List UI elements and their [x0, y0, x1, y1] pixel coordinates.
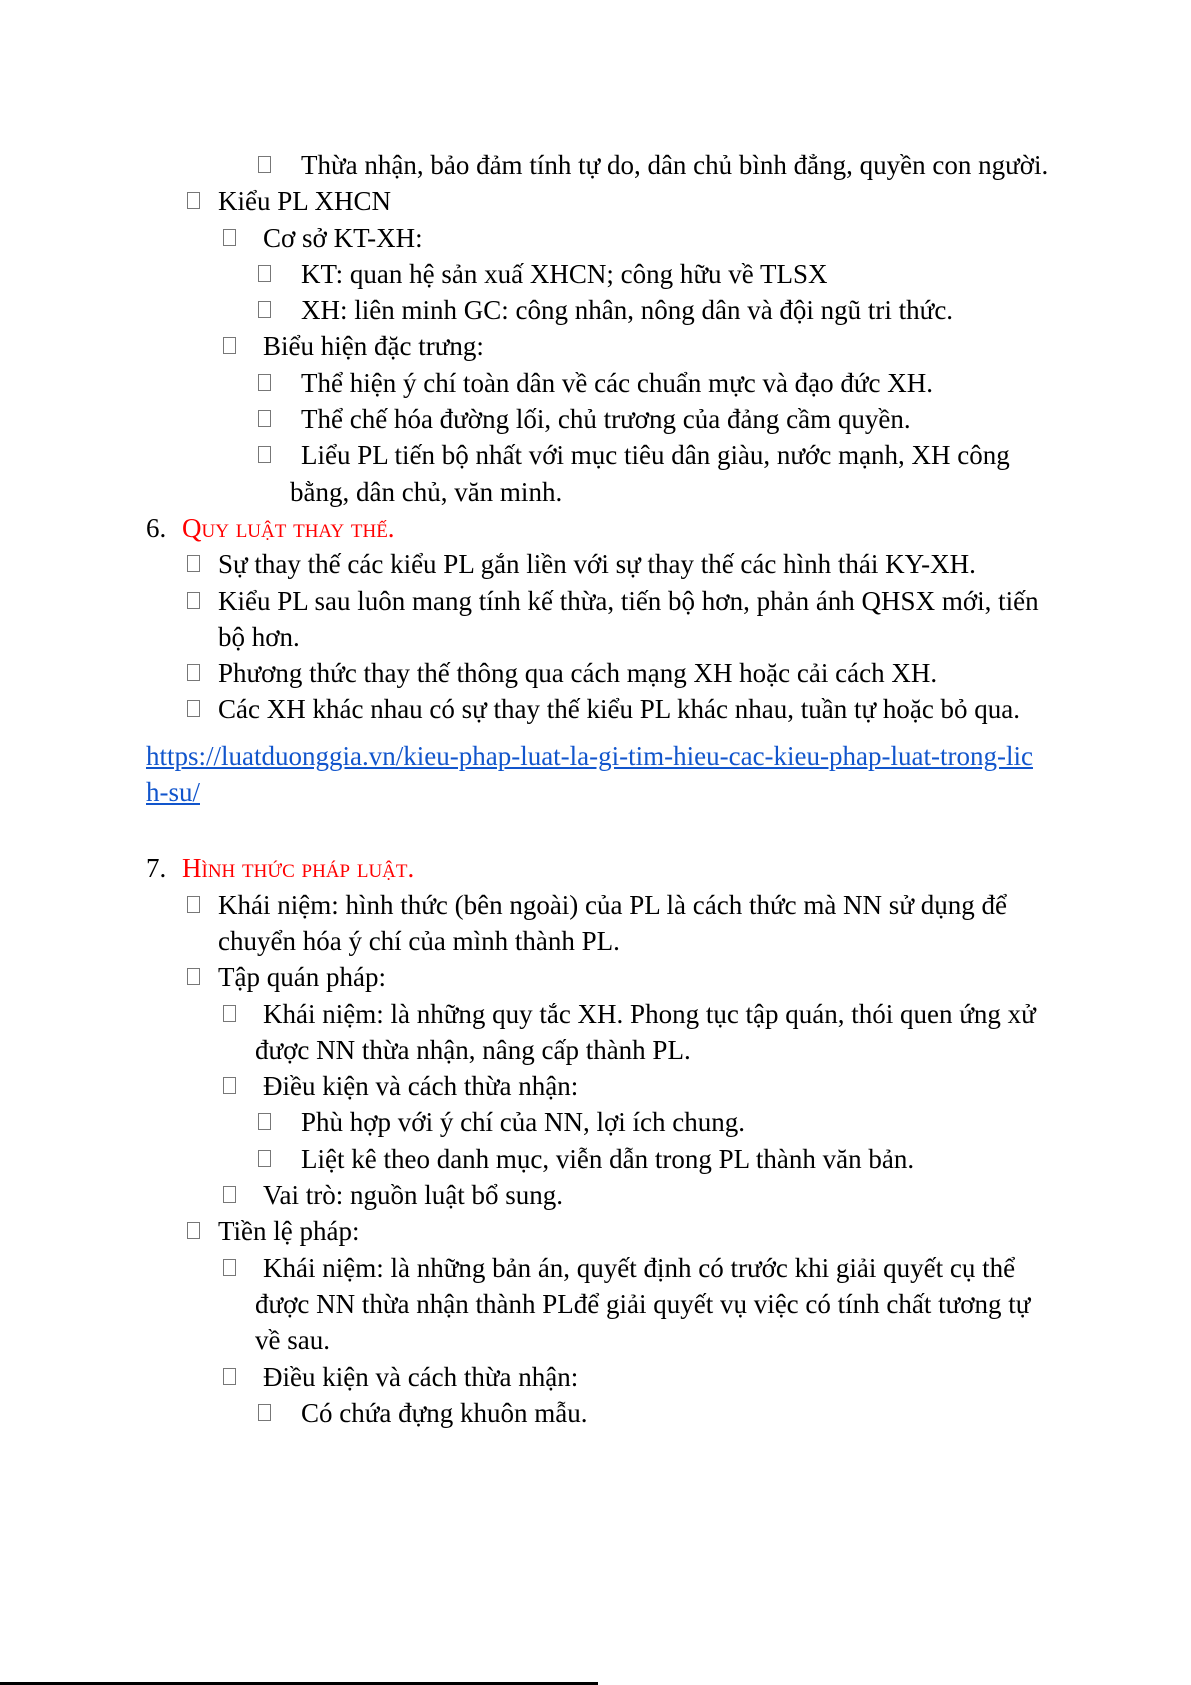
list-item: XH: liên minh GC: công nhân, nông dân và đội ngũ tri thức.: [0, 292, 1050, 328]
bullet-icon: [223, 229, 236, 246]
list-item: Kiểu PL sau luôn mang tính kế thừa, tiến bộ hơn, phản ánh QHSX mới, tiến bộ hơn.: [0, 583, 1050, 656]
blank-line: [0, 810, 1191, 850]
list-item: Phù hợp với ý chí của NN, lợi ích chung.: [0, 1104, 1050, 1140]
list-item: Khái niệm: là những bản án, quyết định có trước khi giải quyết cụ thể được NN thừa nhận thành PLđể giải quyết vụ việc có tính chất tương tự về sau.: [0, 1250, 1050, 1359]
bullet-icon: [187, 192, 200, 209]
section-heading-6: 6. Quy luật thay thế.: [146, 512, 395, 543]
bullet-icon: [187, 896, 200, 913]
bullet-icon: [223, 1005, 236, 1022]
bullet-icon: [258, 301, 271, 318]
list-item: Có chứa đựng khuôn mẫu.: [0, 1395, 1050, 1431]
bullet-icon: [223, 1186, 236, 1203]
list-item: Điều kiện và cách thừa nhận:: [0, 1359, 1050, 1395]
bullet-icon: [223, 1368, 236, 1385]
document-page: [0, 147, 1191, 1431]
bullet-icon: [187, 1222, 200, 1239]
bullet-icon: [223, 337, 236, 354]
bullet-icon: [223, 1077, 236, 1094]
bullet-icon: [187, 700, 200, 717]
bullet-icon: [258, 1113, 271, 1130]
bullet-icon: [258, 410, 271, 427]
list-item: Phương thức thay thế thông qua cách mạng XH hoặc cải cách XH.: [0, 655, 1050, 691]
list-item: Biểu hiện đặc trưng:: [0, 328, 1050, 364]
list-item: Vai trò: nguồn luật bổ sung.: [0, 1177, 1050, 1213]
list-item: Thừa nhận, bảo đảm tính tự do, dân chủ bình đẳng, quyền con người.: [0, 147, 1050, 183]
bullet-icon: [187, 592, 200, 609]
list-item: Tập quán pháp:: [0, 959, 1050, 995]
bullet-icon: [223, 1259, 236, 1276]
list-item: Cơ sở KT-XH:: [0, 220, 1050, 256]
bullet-icon: [258, 446, 271, 463]
list-item: Kiểu PL XHCN: [0, 183, 1050, 219]
section-heading-7: 7. Hình thức pháp luật.: [146, 853, 415, 884]
list-item: Thể chế hóa đường lối, chủ trương của đảng cầm quyền.: [0, 401, 1050, 437]
list-item: Các XH khác nhau có sự thay thế kiểu PL khác nhau, tuần tự hoặc bỏ qua.: [0, 691, 1050, 727]
list-item: Điều kiện và cách thừa nhận:: [0, 1068, 1050, 1104]
bullet-icon: [258, 374, 271, 391]
bullet-icon: [187, 664, 200, 681]
list-item: Tiền lệ pháp:: [0, 1213, 1050, 1249]
bullet-icon: [258, 265, 271, 282]
source-link[interactable]: https://luatduonggia.vn/kieu-phap-luat-la-gi-tim-hieu-cac-kieu-phap-luat-trong-lich-su/: [146, 740, 1033, 808]
bullet-icon: [187, 968, 200, 985]
bullet-icon: [187, 555, 200, 572]
list-item: Liểu PL tiến bộ nhất với mục tiêu dân giàu, nước mạnh, XH công bằng, dân chủ, văn minh.: [0, 437, 1050, 510]
bullet-icon: [258, 156, 271, 173]
list-item: Khái niệm: hình thức (bên ngoài) của PL là cách thức mà NN sử dụng để chuyển hóa ý chí của mình thành PL.: [0, 887, 1050, 960]
list-item: Khái niệm: là những quy tắc XH. Phong tục tập quán, thói quen ứng xử được NN thừa nhận, nâng cấp thành PL.: [0, 996, 1050, 1069]
list-item: Thể hiện ý chí toàn dân về các chuẩn mực và đạo đức XH.: [0, 365, 1050, 401]
list-item: Sự thay thế các kiểu PL gắn liền với sự thay thế các hình thái KY-XH.: [0, 546, 1050, 582]
bullet-icon: [258, 1404, 271, 1421]
bullet-icon: [258, 1150, 271, 1167]
list-item: Liệt kê theo danh mục, viễn dẫn trong PL thành văn bản.: [0, 1141, 1050, 1177]
list-item: KT: quan hệ sản xuấ XHCN; công hữu về TLSX: [0, 256, 1050, 292]
